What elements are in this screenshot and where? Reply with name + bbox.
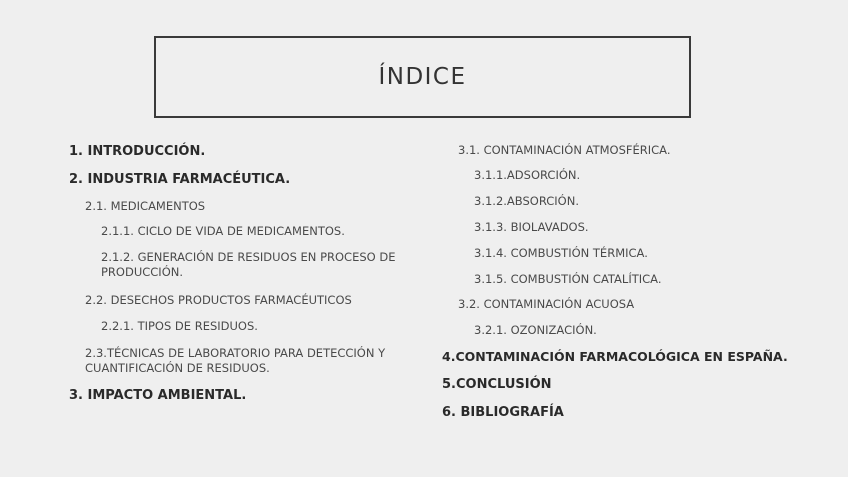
toc-item-combustion-termica: 3.1.4. COMBUSTIÓN TÉRMICA. bbox=[474, 246, 648, 260]
toc-item-contaminacion-atmosferica: 3.1. CONTAMINACIÓN ATMOSFÉRICA. bbox=[458, 143, 671, 157]
toc-item-ciclo-de-vida: 2.1.1. CICLO DE VIDA DE MEDICAMENTOS. bbox=[101, 224, 345, 238]
toc-item-generacion-residuos: 2.1.2. GENERACIÓN DE RESIDUOS EN PROCESO DE PRODUCCIÓN. bbox=[101, 250, 396, 279]
toc-item-conclusion: 5.CONCLUSIÓN bbox=[442, 377, 552, 392]
toc-item-impacto-ambiental: 3. IMPACTO AMBIENTAL. bbox=[69, 388, 247, 403]
toc-item-desechos-productos: 2.2. DESECHOS PRODUCTOS FARMACÉUTICOS bbox=[85, 293, 352, 307]
toc-item-contaminacion-acuosa: 3.2. CONTAMINACIÓN ACUOSA bbox=[458, 297, 635, 311]
toc-item-adsorcion: 3.1.1.ADSORCIÓN. bbox=[474, 168, 581, 182]
toc-item-tipos-residuos: 2.2.1. TIPOS DE RESIDUOS. bbox=[101, 319, 258, 333]
toc-item-combustion-catalitica: 3.1.5. COMBUSTIÓN CATALÍTICA. bbox=[474, 272, 662, 286]
toc-item-medicamentos: 2.1. MEDICAMENTOS bbox=[85, 199, 206, 213]
toc-item-biolavados: 3.1.3. BIOLAVADOS. bbox=[474, 220, 589, 234]
toc-item-bibliografia: 6. BIBLIOGRAFÍA bbox=[442, 405, 564, 420]
toc-item-tecnicas-laboratorio: 2.3.TÉCNICAS DE LABORATORIO PARA DETECCIÓN Y CUANTIFICACIÓN DE RESIDUOS. bbox=[85, 346, 386, 375]
toc-item-absorcion: 3.1.2.ABSORCIÓN. bbox=[474, 194, 579, 208]
toc-item-industria-farmaceutica: 2. INDUSTRIA FARMACÉUTICA. bbox=[69, 172, 291, 187]
title-box bbox=[154, 36, 691, 118]
toc-item-ozonizacion: 3.2.1. OZONIZACIÓN. bbox=[474, 323, 597, 337]
slide-title: ÍNDICE bbox=[378, 64, 467, 90]
toc-item-contaminacion-espana: 4.CONTAMINACIÓN FARMACOLÓGICA EN ESPAÑA. bbox=[442, 349, 788, 364]
toc-item-introduccion: 1. INTRODUCCIÓN. bbox=[69, 144, 206, 159]
